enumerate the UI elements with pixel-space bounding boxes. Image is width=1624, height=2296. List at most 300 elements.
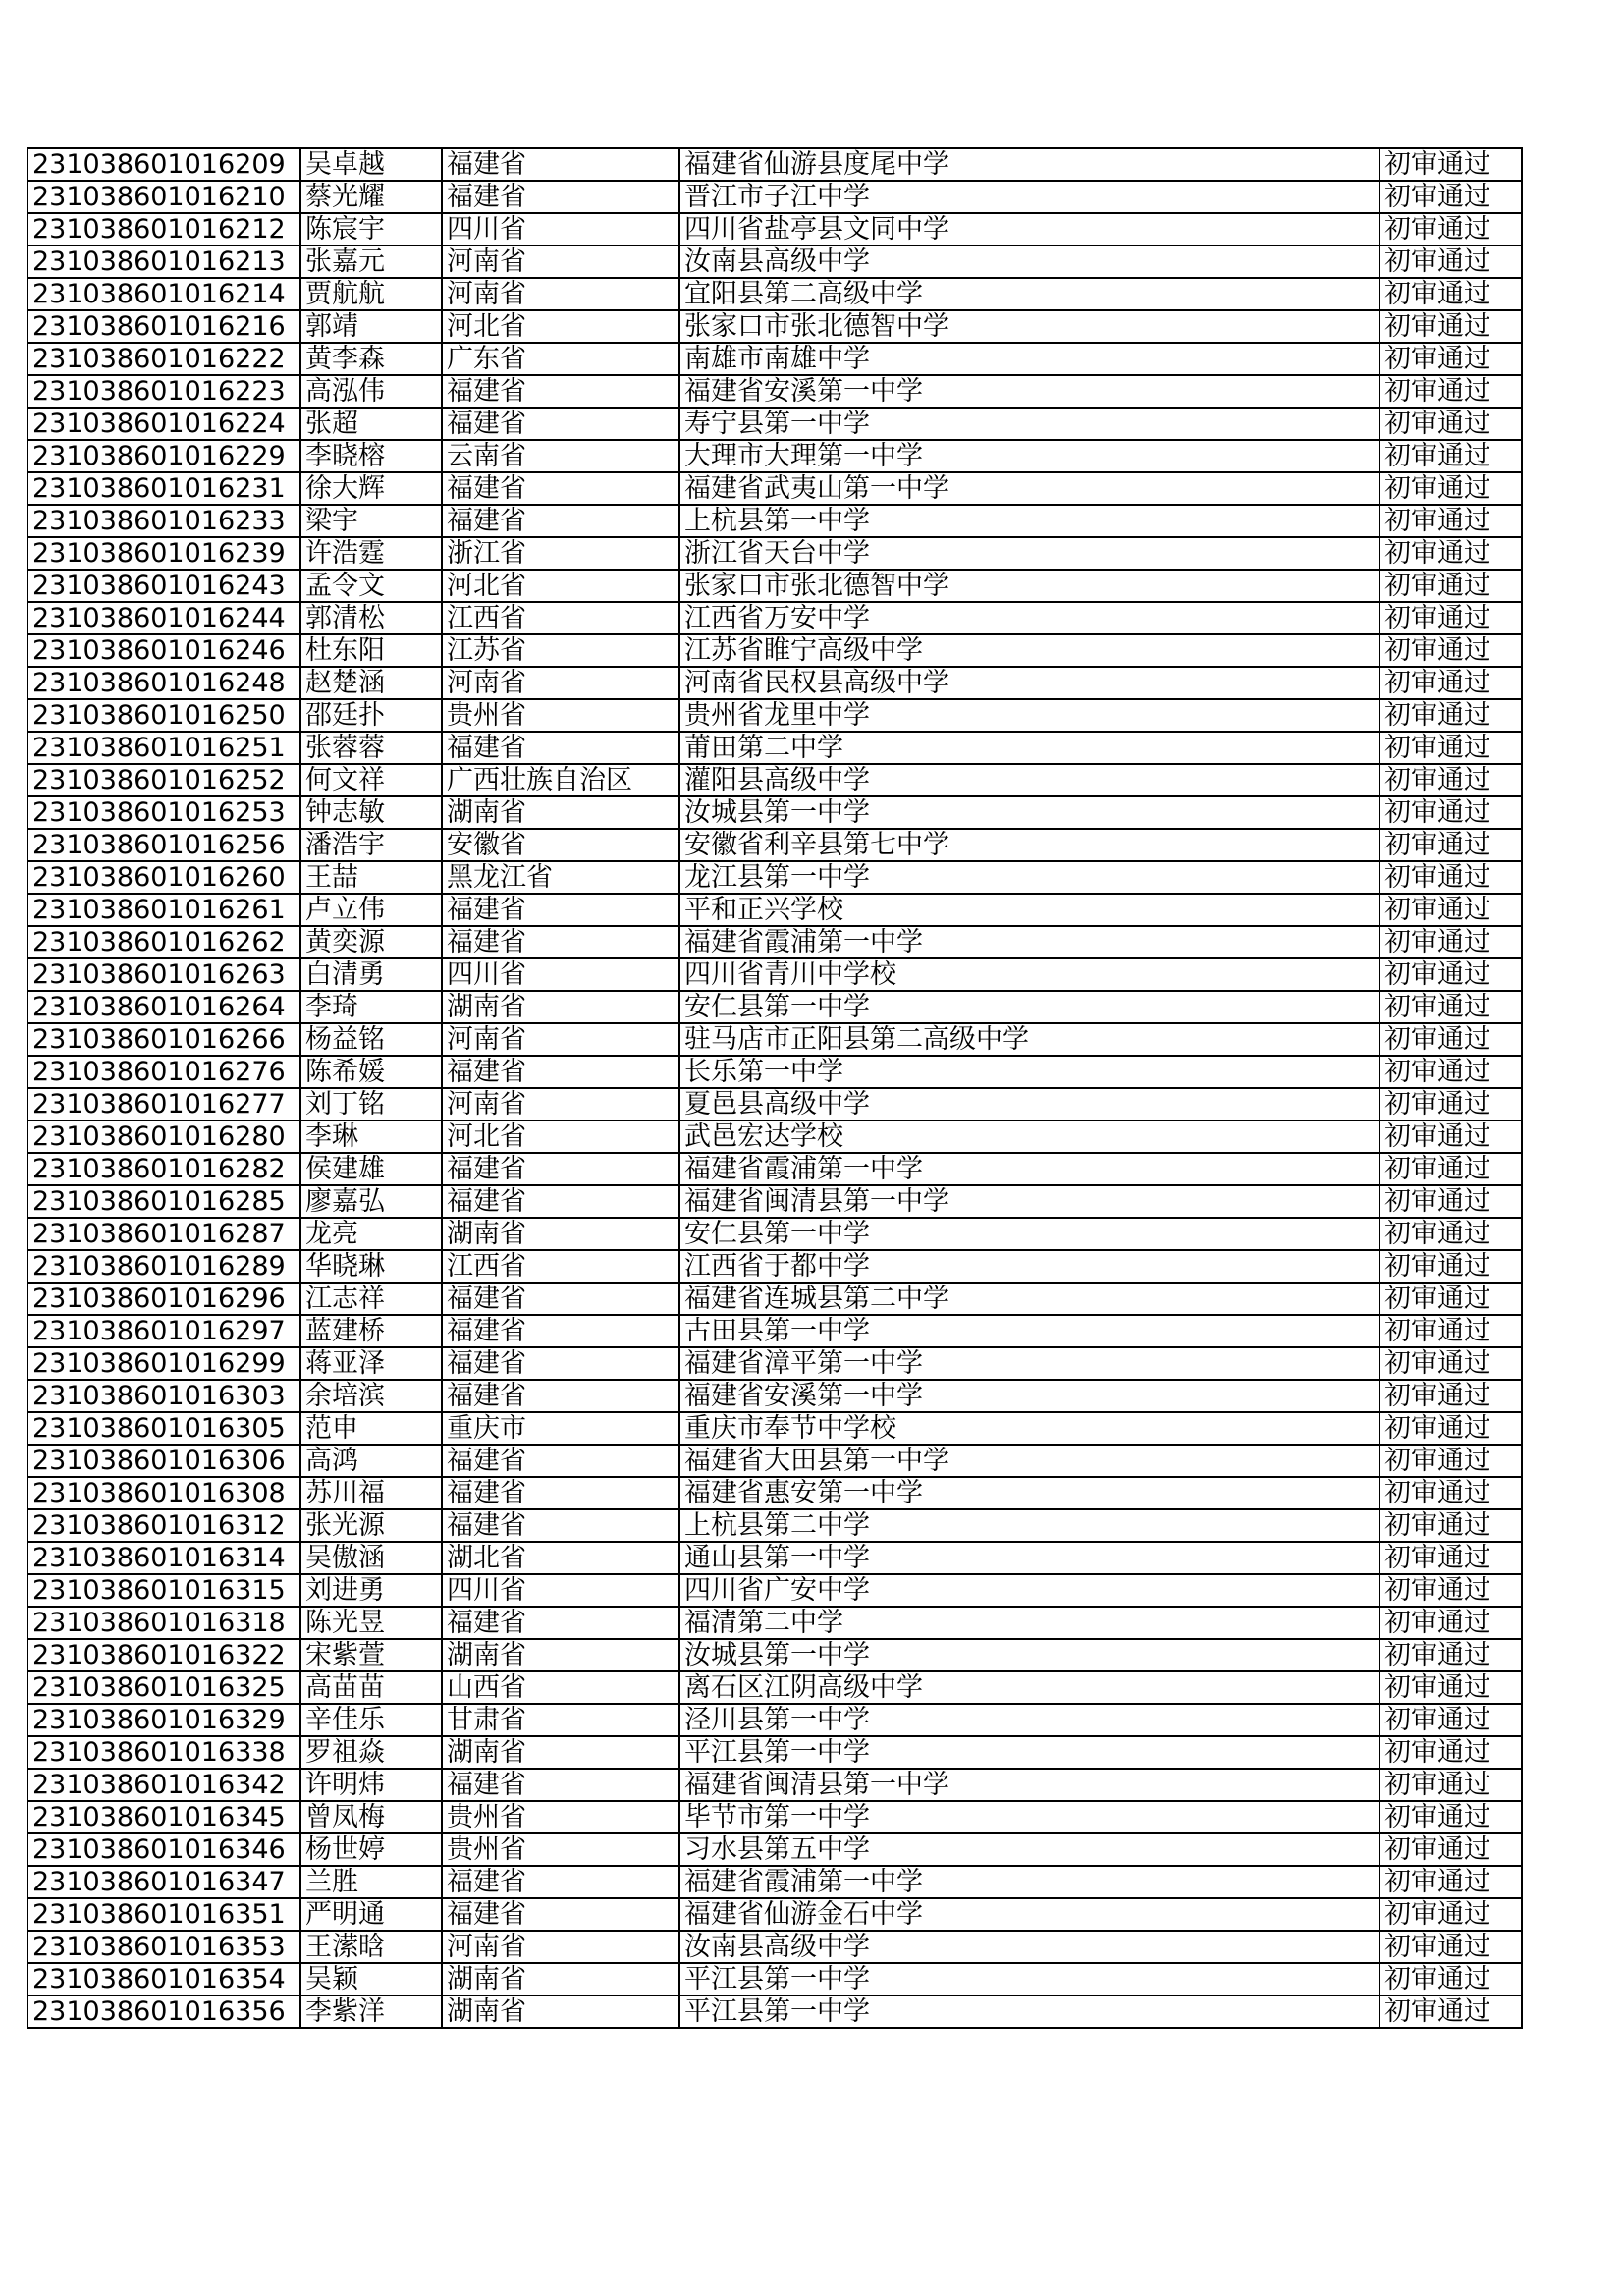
province-cell: 浙江省: [442, 537, 679, 570]
candidate-id-cell: 231038601016210: [27, 181, 300, 213]
province-cell: 福建省: [442, 1509, 679, 1542]
review-status-cell: 初审通过: [1380, 958, 1522, 991]
school-cell: 四川省盐亭县文同中学: [679, 213, 1380, 246]
school-cell: 江苏省睢宁高级中学: [679, 634, 1380, 667]
candidate-id-cell: 231038601016222: [27, 343, 300, 375]
province-cell: 福建省: [442, 1769, 679, 1801]
province-cell: 黑龙江省: [442, 861, 679, 894]
table-row: [27, 958, 1522, 991]
candidate-name-cell: 潘浩宇: [300, 829, 442, 861]
roster-sheet: [27, 147, 1523, 2029]
table-row: [27, 1542, 1522, 1574]
province-cell: 四川省: [442, 213, 679, 246]
review-status-cell: 初审通过: [1380, 1023, 1522, 1056]
candidate-name-cell: 蒋亚泽: [300, 1347, 442, 1380]
table-row: [27, 408, 1522, 440]
review-status-cell: 初审通过: [1380, 894, 1522, 926]
review-status-cell: 初审通过: [1380, 796, 1522, 829]
school-cell: 福清第二中学: [679, 1607, 1380, 1639]
candidate-id-cell: 231038601016315: [27, 1574, 300, 1607]
school-cell: 贵州省龙里中学: [679, 699, 1380, 732]
table-row: [27, 1121, 1522, 1153]
school-cell: 福建省安溪第一中学: [679, 375, 1380, 408]
school-cell: 莆田第二中学: [679, 732, 1380, 764]
review-status-cell: 初审通过: [1380, 1574, 1522, 1607]
province-cell: 湖南省: [442, 1218, 679, 1250]
candidate-name-cell: 杨世婷: [300, 1833, 442, 1866]
province-cell: 福建省: [442, 1185, 679, 1218]
candidate-name-cell: 钟志敏: [300, 796, 442, 829]
candidate-name-cell: 范申: [300, 1412, 442, 1445]
candidate-id-cell: 231038601016264: [27, 991, 300, 1023]
review-status-cell: 初审通过: [1380, 1056, 1522, 1088]
school-cell: 福建省惠安第一中学: [679, 1477, 1380, 1509]
candidate-id-cell: 231038601016342: [27, 1769, 300, 1801]
table-row: [27, 1412, 1522, 1445]
table-row: [27, 1704, 1522, 1736]
province-cell: 福建省: [442, 926, 679, 958]
school-cell: 福建省大田县第一中学: [679, 1445, 1380, 1477]
candidate-id-cell: 231038601016287: [27, 1218, 300, 1250]
candidate-name-cell: 苏川福: [300, 1477, 442, 1509]
school-cell: 福建省霞浦第一中学: [679, 926, 1380, 958]
table-row: [27, 861, 1522, 894]
school-cell: 平和正兴学校: [679, 894, 1380, 926]
candidate-id-cell: 231038601016244: [27, 602, 300, 634]
candidate-name-cell: 曾凤梅: [300, 1801, 442, 1833]
candidate-name-cell: 邵廷扑: [300, 699, 442, 732]
school-cell: 福建省仙游金石中学: [679, 1898, 1380, 1931]
candidate-id-cell: 231038601016248: [27, 667, 300, 699]
table-row: [27, 1023, 1522, 1056]
school-cell: 福建省霞浦第一中学: [679, 1153, 1380, 1185]
review-status-cell: 初审通过: [1380, 602, 1522, 634]
table-row: [27, 148, 1522, 181]
candidate-name-cell: 高苗苗: [300, 1671, 442, 1704]
province-cell: 云南省: [442, 440, 679, 472]
table-row: [27, 1898, 1522, 1931]
province-cell: 湖南省: [442, 1736, 679, 1769]
candidate-name-cell: 何文祥: [300, 764, 442, 796]
school-cell: 四川省广安中学: [679, 1574, 1380, 1607]
review-status-cell: 初审通过: [1380, 1250, 1522, 1283]
candidate-id-cell: 231038601016282: [27, 1153, 300, 1185]
review-status-cell: 初审通过: [1380, 213, 1522, 246]
candidate-id-cell: 231038601016277: [27, 1088, 300, 1121]
table-row: [27, 1671, 1522, 1704]
candidate-id-cell: 231038601016250: [27, 699, 300, 732]
candidate-id-cell: 231038601016329: [27, 1704, 300, 1736]
province-cell: 福建省: [442, 1347, 679, 1380]
province-cell: 福建省: [442, 732, 679, 764]
school-cell: 汝城县第一中学: [679, 796, 1380, 829]
province-cell: 四川省: [442, 1574, 679, 1607]
candidate-name-cell: 高泓伟: [300, 375, 442, 408]
school-cell: 四川省青川中学校: [679, 958, 1380, 991]
province-cell: 福建省: [442, 181, 679, 213]
school-cell: 平江县第一中学: [679, 1736, 1380, 1769]
school-cell: 长乐第一中学: [679, 1056, 1380, 1088]
review-status-cell: 初审通过: [1380, 764, 1522, 796]
table-row: [27, 505, 1522, 537]
candidate-name-cell: 蓝建桥: [300, 1315, 442, 1347]
candidate-name-cell: 王潆晗: [300, 1931, 442, 1963]
candidate-name-cell: 侯建雄: [300, 1153, 442, 1185]
review-status-cell: 初审通过: [1380, 732, 1522, 764]
candidate-name-cell: 江志祥: [300, 1283, 442, 1315]
table-row: [27, 699, 1522, 732]
candidate-id-cell: 231038601016280: [27, 1121, 300, 1153]
review-status-cell: 初审通过: [1380, 1185, 1522, 1218]
table-row: [27, 1769, 1522, 1801]
province-cell: 湖南省: [442, 1639, 679, 1671]
province-cell: 福建省: [442, 408, 679, 440]
province-cell: 福建省: [442, 1866, 679, 1898]
review-status-cell: 初审通过: [1380, 1995, 1522, 2028]
candidate-name-cell: 吴颖: [300, 1963, 442, 1995]
candidate-name-cell: 黄李森: [300, 343, 442, 375]
candidate-name-cell: 李琦: [300, 991, 442, 1023]
school-cell: 安徽省利辛县第七中学: [679, 829, 1380, 861]
roster-table-body: [27, 148, 1522, 2028]
table-row: [27, 1315, 1522, 1347]
province-cell: 河南省: [442, 1023, 679, 1056]
candidate-id-cell: 231038601016325: [27, 1671, 300, 1704]
table-row: [27, 440, 1522, 472]
candidate-id-cell: 231038601016263: [27, 958, 300, 991]
school-cell: 张家口市张北德智中学: [679, 570, 1380, 602]
candidate-id-cell: 231038601016306: [27, 1445, 300, 1477]
candidate-id-cell: 231038601016256: [27, 829, 300, 861]
province-cell: 河南省: [442, 1088, 679, 1121]
province-cell: 江西省: [442, 602, 679, 634]
school-cell: 江西省万安中学: [679, 602, 1380, 634]
school-cell: 泾川县第一中学: [679, 1704, 1380, 1736]
candidate-name-cell: 罗祖焱: [300, 1736, 442, 1769]
school-cell: 夏邑县高级中学: [679, 1088, 1380, 1121]
province-cell: 甘肃省: [442, 1704, 679, 1736]
candidate-name-cell: 黄奕源: [300, 926, 442, 958]
candidate-name-cell: 张蓉蓉: [300, 732, 442, 764]
table-row: [27, 764, 1522, 796]
review-status-cell: 初审通过: [1380, 1477, 1522, 1509]
table-row: [27, 1185, 1522, 1218]
candidate-name-cell: 廖嘉弘: [300, 1185, 442, 1218]
candidate-name-cell: 吴傲涵: [300, 1542, 442, 1574]
school-cell: 驻马店市正阳县第二高级中学: [679, 1023, 1380, 1056]
review-status-cell: 初审通过: [1380, 1769, 1522, 1801]
review-status-cell: 初审通过: [1380, 699, 1522, 732]
school-cell: 寿宁县第一中学: [679, 408, 1380, 440]
candidate-id-cell: 231038601016252: [27, 764, 300, 796]
candidate-name-cell: 梁宇: [300, 505, 442, 537]
review-status-cell: 初审通过: [1380, 1736, 1522, 1769]
candidate-id-cell: 231038601016239: [27, 537, 300, 570]
review-status-cell: 初审通过: [1380, 1833, 1522, 1866]
candidate-name-cell: 贾航航: [300, 278, 442, 310]
province-cell: 广东省: [442, 343, 679, 375]
review-status-cell: 初审通过: [1380, 1704, 1522, 1736]
candidate-id-cell: 231038601016353: [27, 1931, 300, 1963]
school-cell: 宜阳县第二高级中学: [679, 278, 1380, 310]
candidate-name-cell: 陈希媛: [300, 1056, 442, 1088]
review-status-cell: 初审通过: [1380, 667, 1522, 699]
table-row: [27, 1866, 1522, 1898]
table-row: [27, 1218, 1522, 1250]
review-status-cell: 初审通过: [1380, 343, 1522, 375]
table-row: [27, 1250, 1522, 1283]
candidate-id-cell: 231038601016266: [27, 1023, 300, 1056]
review-status-cell: 初审通过: [1380, 472, 1522, 505]
table-row: [27, 1509, 1522, 1542]
province-cell: 安徽省: [442, 829, 679, 861]
candidate-id-cell: 231038601016261: [27, 894, 300, 926]
table-row: [27, 829, 1522, 861]
school-cell: 江西省于都中学: [679, 1250, 1380, 1283]
province-cell: 河南省: [442, 1931, 679, 1963]
candidate-name-cell: 白清勇: [300, 958, 442, 991]
candidate-name-cell: 许浩霆: [300, 537, 442, 570]
candidate-id-cell: 231038601016214: [27, 278, 300, 310]
candidate-name-cell: 李晓榕: [300, 440, 442, 472]
province-cell: 福建省: [442, 472, 679, 505]
school-cell: 武邑宏达学校: [679, 1121, 1380, 1153]
candidate-name-cell: 王喆: [300, 861, 442, 894]
review-status-cell: 初审通过: [1380, 246, 1522, 278]
province-cell: 广西壮族自治区: [442, 764, 679, 796]
school-cell: 上杭县第二中学: [679, 1509, 1380, 1542]
candidate-name-cell: 李琳: [300, 1121, 442, 1153]
school-cell: 上杭县第一中学: [679, 505, 1380, 537]
review-status-cell: 初审通过: [1380, 181, 1522, 213]
table-row: [27, 1477, 1522, 1509]
school-cell: 福建省霞浦第一中学: [679, 1866, 1380, 1898]
province-cell: 重庆市: [442, 1412, 679, 1445]
candidate-name-cell: 蔡光耀: [300, 181, 442, 213]
review-status-cell: 初审通过: [1380, 1412, 1522, 1445]
table-row: [27, 926, 1522, 958]
candidate-id-cell: 231038601016212: [27, 213, 300, 246]
table-row: [27, 310, 1522, 343]
candidate-name-cell: 陈光昱: [300, 1607, 442, 1639]
review-status-cell: 初审通过: [1380, 148, 1522, 181]
table-row: [27, 1056, 1522, 1088]
school-cell: 张家口市张北德智中学: [679, 310, 1380, 343]
review-status-cell: 初审通过: [1380, 570, 1522, 602]
candidate-name-cell: 杨益铭: [300, 1023, 442, 1056]
table-row: [27, 634, 1522, 667]
province-cell: 湖南省: [442, 1963, 679, 1995]
school-cell: 龙江县第一中学: [679, 861, 1380, 894]
review-status-cell: 初审通过: [1380, 1153, 1522, 1185]
review-status-cell: 初审通过: [1380, 1121, 1522, 1153]
table-row: [27, 732, 1522, 764]
school-cell: 福建省连城县第二中学: [679, 1283, 1380, 1315]
candidate-id-cell: 231038601016216: [27, 310, 300, 343]
review-status-cell: 初审通过: [1380, 1963, 1522, 1995]
table-row: [27, 1380, 1522, 1412]
province-cell: 河北省: [442, 1121, 679, 1153]
candidate-name-cell: 陈宸宇: [300, 213, 442, 246]
school-cell: 福建省漳平第一中学: [679, 1347, 1380, 1380]
school-cell: 福建省安溪第一中学: [679, 1380, 1380, 1412]
province-cell: 福建省: [442, 1898, 679, 1931]
review-status-cell: 初审通过: [1380, 1639, 1522, 1671]
candidate-id-cell: 231038601016296: [27, 1283, 300, 1315]
review-status-cell: 初审通过: [1380, 408, 1522, 440]
table-row: [27, 246, 1522, 278]
province-cell: 河南省: [442, 667, 679, 699]
province-cell: 江苏省: [442, 634, 679, 667]
candidate-id-cell: 231038601016285: [27, 1185, 300, 1218]
province-cell: 四川省: [442, 958, 679, 991]
school-cell: 安仁县第一中学: [679, 991, 1380, 1023]
review-status-cell: 初审通过: [1380, 1866, 1522, 1898]
review-status-cell: 初审通过: [1380, 1542, 1522, 1574]
school-cell: 平江县第一中学: [679, 1995, 1380, 2028]
province-cell: 福建省: [442, 375, 679, 408]
province-cell: 福建省: [442, 1445, 679, 1477]
table-row: [27, 1931, 1522, 1963]
candidate-id-cell: 231038601016253: [27, 796, 300, 829]
province-cell: 山西省: [442, 1671, 679, 1704]
province-cell: 河南省: [442, 246, 679, 278]
province-cell: 福建省: [442, 1380, 679, 1412]
review-status-cell: 初审通过: [1380, 829, 1522, 861]
review-status-cell: 初审通过: [1380, 926, 1522, 958]
review-status-cell: 初审通过: [1380, 1088, 1522, 1121]
province-cell: 福建省: [442, 1283, 679, 1315]
table-row: [27, 1347, 1522, 1380]
review-status-cell: 初审通过: [1380, 310, 1522, 343]
province-cell: 福建省: [442, 1056, 679, 1088]
candidate-id-cell: 231038601016246: [27, 634, 300, 667]
table-row: [27, 796, 1522, 829]
school-cell: 浙江省天台中学: [679, 537, 1380, 570]
review-status-cell: 初审通过: [1380, 1898, 1522, 1931]
review-status-cell: 初审通过: [1380, 1283, 1522, 1315]
table-row: [27, 537, 1522, 570]
school-cell: 通山县第一中学: [679, 1542, 1380, 1574]
review-status-cell: 初审通过: [1380, 278, 1522, 310]
province-cell: 湖北省: [442, 1542, 679, 1574]
candidate-id-cell: 231038601016354: [27, 1963, 300, 1995]
review-status-cell: 初审通过: [1380, 634, 1522, 667]
school-cell: 古田县第一中学: [679, 1315, 1380, 1347]
province-cell: 河北省: [442, 570, 679, 602]
candidate-name-cell: 严明通: [300, 1898, 442, 1931]
school-cell: 福建省武夷山第一中学: [679, 472, 1380, 505]
school-cell: 毕节市第一中学: [679, 1801, 1380, 1833]
table-row: [27, 1801, 1522, 1833]
province-cell: 福建省: [442, 148, 679, 181]
school-cell: 福建省闽清县第一中学: [679, 1185, 1380, 1218]
candidate-name-cell: 兰胜: [300, 1866, 442, 1898]
province-cell: 贵州省: [442, 1801, 679, 1833]
candidate-name-cell: 辛佳乐: [300, 1704, 442, 1736]
school-cell: 河南省民权县高级中学: [679, 667, 1380, 699]
review-status-cell: 初审通过: [1380, 1607, 1522, 1639]
candidate-id-cell: 231038601016351: [27, 1898, 300, 1931]
school-cell: 汝南县高级中学: [679, 1931, 1380, 1963]
table-row: [27, 213, 1522, 246]
candidate-id-cell: 231038601016303: [27, 1380, 300, 1412]
candidate-id-cell: 231038601016243: [27, 570, 300, 602]
province-cell: 湖南省: [442, 796, 679, 829]
table-row: [27, 570, 1522, 602]
candidate-name-cell: 刘进勇: [300, 1574, 442, 1607]
table-row: [27, 1445, 1522, 1477]
province-cell: 福建省: [442, 505, 679, 537]
table-row: [27, 894, 1522, 926]
school-cell: 离石区江阴高级中学: [679, 1671, 1380, 1704]
table-row: [27, 1995, 1522, 2028]
review-status-cell: 初审通过: [1380, 1445, 1522, 1477]
candidate-id-cell: 231038601016260: [27, 861, 300, 894]
table-row: [27, 181, 1522, 213]
candidate-id-cell: 231038601016251: [27, 732, 300, 764]
school-cell: 大理市大理第一中学: [679, 440, 1380, 472]
candidate-id-cell: 231038601016231: [27, 472, 300, 505]
candidate-id-cell: 231038601016262: [27, 926, 300, 958]
candidate-name-cell: 余培滨: [300, 1380, 442, 1412]
school-cell: 南雄市南雄中学: [679, 343, 1380, 375]
candidate-id-cell: 231038601016346: [27, 1833, 300, 1866]
school-cell: 灌阳县高级中学: [679, 764, 1380, 796]
province-cell: 湖南省: [442, 1995, 679, 2028]
review-status-cell: 初审通过: [1380, 1315, 1522, 1347]
school-cell: 重庆市奉节中学校: [679, 1412, 1380, 1445]
table-row: [27, 1088, 1522, 1121]
candidate-id-cell: 231038601016299: [27, 1347, 300, 1380]
candidate-id-cell: 231038601016318: [27, 1607, 300, 1639]
table-row: [27, 343, 1522, 375]
candidate-name-cell: 郭靖: [300, 310, 442, 343]
candidate-name-cell: 张嘉元: [300, 246, 442, 278]
candidate-name-cell: 吴卓越: [300, 148, 442, 181]
province-cell: 福建省: [442, 1315, 679, 1347]
province-cell: 贵州省: [442, 699, 679, 732]
review-status-cell: 初审通过: [1380, 537, 1522, 570]
candidate-name-cell: 张光源: [300, 1509, 442, 1542]
candidate-id-cell: 231038601016338: [27, 1736, 300, 1769]
review-status-cell: 初审通过: [1380, 1931, 1522, 1963]
review-status-cell: 初审通过: [1380, 1509, 1522, 1542]
review-status-cell: 初审通过: [1380, 991, 1522, 1023]
table-row: [27, 278, 1522, 310]
candidate-id-cell: 231038601016308: [27, 1477, 300, 1509]
table-row: [27, 1639, 1522, 1671]
province-cell: 湖南省: [442, 991, 679, 1023]
candidate-name-cell: 徐大辉: [300, 472, 442, 505]
table-row: [27, 1736, 1522, 1769]
candidate-name-cell: 李紫洋: [300, 1995, 442, 2028]
candidate-id-cell: 231038601016314: [27, 1542, 300, 1574]
review-status-cell: 初审通过: [1380, 861, 1522, 894]
candidate-id-cell: 231038601016347: [27, 1866, 300, 1898]
province-cell: 河南省: [442, 278, 679, 310]
candidate-name-cell: 宋紫萱: [300, 1639, 442, 1671]
candidate-name-cell: 华晓琳: [300, 1250, 442, 1283]
candidate-id-cell: 231038601016224: [27, 408, 300, 440]
province-cell: 福建省: [442, 894, 679, 926]
review-status-cell: 初审通过: [1380, 1380, 1522, 1412]
table-row: [27, 472, 1522, 505]
school-cell: 汝南县高级中学: [679, 246, 1380, 278]
province-cell: 河北省: [442, 310, 679, 343]
candidate-id-cell: 231038601016312: [27, 1509, 300, 1542]
school-cell: 晋江市子江中学: [679, 181, 1380, 213]
